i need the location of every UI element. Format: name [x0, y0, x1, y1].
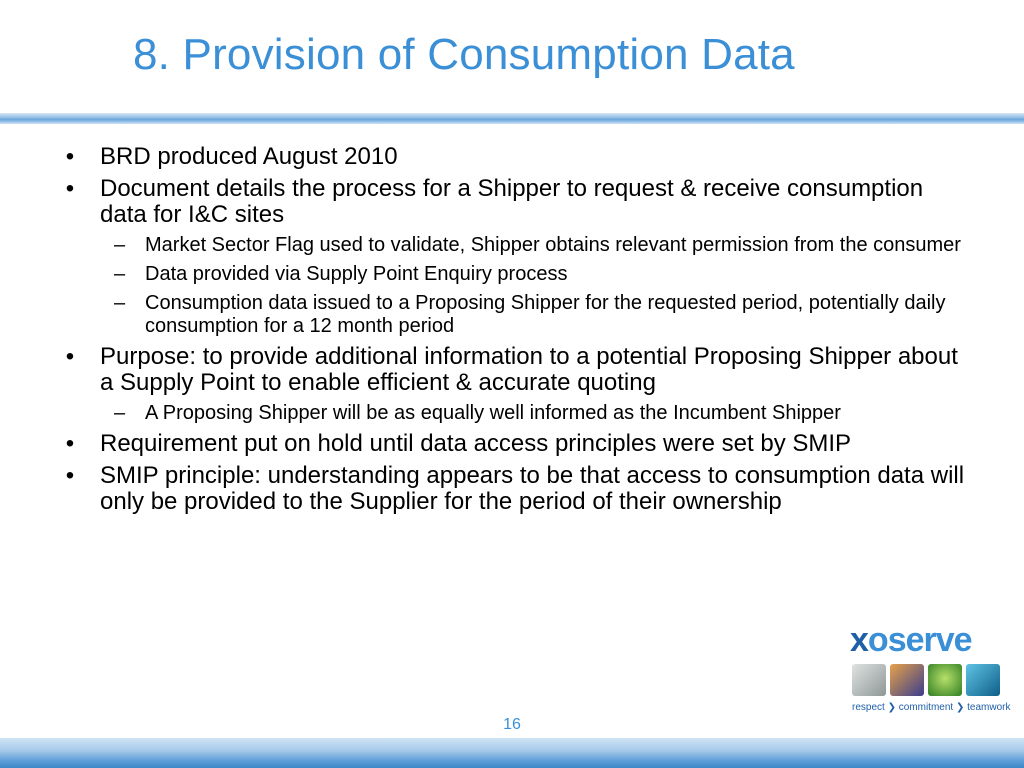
bullet-item: [60, 176, 970, 228]
dash-icon: –: [114, 292, 126, 314]
dash-icon: –: [114, 263, 126, 285]
slide-content: [60, 144, 970, 521]
sub-bullet-text: Data provided via Supply Point Enquiry process: [145, 263, 568, 285]
bullet-text: BRD produced August 2010: [100, 143, 398, 170]
logo-wordmark: [850, 622, 972, 658]
bullet-icon: •: [65, 430, 75, 457]
footer-bar: [0, 738, 1024, 768]
page-number: 16: [503, 716, 521, 733]
bullet-icon: •: [65, 343, 75, 370]
keyboard-tile-icon: [852, 664, 886, 696]
dash-icon: –: [114, 402, 126, 424]
bullet-text: Purpose: to provide additional information to a potential Proposing Shipper about a Supply Point to enable efficient & accurate quoting: [100, 343, 958, 396]
title-divider: [0, 113, 1024, 124]
logo-wordmark-text: oserve: [867, 621, 972, 659]
bullet-item: [60, 463, 970, 515]
logo-tagline: respect ❯ commitment ❯ teamwork: [852, 702, 1011, 713]
sub-bullet-item: [60, 234, 970, 257]
bullet-icon: •: [65, 175, 75, 202]
xoserve-logo: [850, 621, 1011, 720]
network-tile-icon: [966, 664, 1000, 696]
bullet-item: [60, 431, 970, 457]
sub-bullet-item: [60, 263, 970, 286]
gas-flame-tile-icon: [890, 664, 924, 696]
bullet-icon: •: [65, 462, 75, 489]
sub-bullet-text: Market Sector Flag used to validate, Shipper obtains relevant permission from the consumer: [145, 234, 961, 256]
slide-title: 8. Provision of Consumption Data: [133, 30, 795, 79]
bullet-text: Requirement put on hold until data access principles were set by SMIP: [100, 430, 852, 457]
sub-bullet-text: Consumption data issued to a Proposing Shipper for the requested period, potentially daily consumption for a 12 month period: [145, 292, 946, 337]
bullet-item: [60, 344, 970, 396]
bullet-text: SMIP principle: understanding appears to be that access to consumption data will only be provided to the Supplier for the period of their ownership: [100, 462, 965, 515]
sub-bullet-item: [60, 292, 970, 338]
bullet-item: [60, 144, 970, 170]
sub-bullet-item: [60, 402, 970, 425]
bullet-text: Document details the process for a Shipper to request & receive consumption data for I&C sites: [100, 175, 924, 228]
bullet-icon: •: [65, 143, 75, 170]
leaf-tile-icon: [928, 664, 962, 696]
sub-bullet-text: A Proposing Shipper will be as equally well informed as the Incumbent Shipper: [145, 402, 841, 424]
logo-x-mark: x: [850, 621, 868, 659]
dash-icon: –: [114, 234, 126, 256]
logo-image-tiles: [852, 664, 1002, 696]
